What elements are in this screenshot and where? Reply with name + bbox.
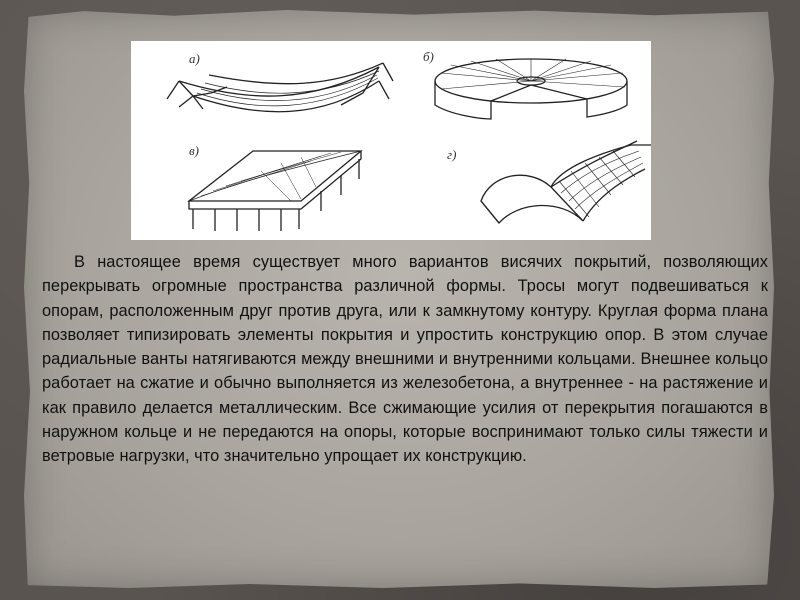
figure-label-b: б) — [423, 49, 434, 64]
figure-label-a: а) — [189, 51, 200, 66]
roof-drawings — [131, 41, 651, 240]
drawing-d-cylindrical-roof — [481, 141, 651, 223]
drawing-b-circular-roof — [435, 59, 627, 119]
drawing-c-rectangular-roof — [189, 151, 361, 231]
drawing-a-suspended-roof — [167, 63, 393, 112]
main-paragraph: В настоящее время существует много вариантов висячих покрытий, позволяющих перекрывать огромные пространства различной формы. Тросы могут подвешиваться к опорам, расположенным друг против друга, или к замкнутому контуру. Круглая форма плана позволяет типизировать элементы покрытия и упростить конструкцию опор. В этом случае радиальные ванты натягиваются между внешними и внутренними кольцами. Внешнее кольцо работает на сжатие и обычно выполняется из железобетона, а внутреннее - на растяжение и как правило делается металлическим. Все сжимающие усилия от перекрытия погашаются в наружном кольце и не передаются на опоры, которые воспринимают только силы тяжести и ветровые нагрузки, что значительно упрощает их конструкцию. — [42, 253, 768, 466]
figure-label-d: г) — [447, 147, 457, 162]
roof-types-illustration — [131, 41, 651, 240]
figure-label-c: в) — [189, 143, 199, 158]
